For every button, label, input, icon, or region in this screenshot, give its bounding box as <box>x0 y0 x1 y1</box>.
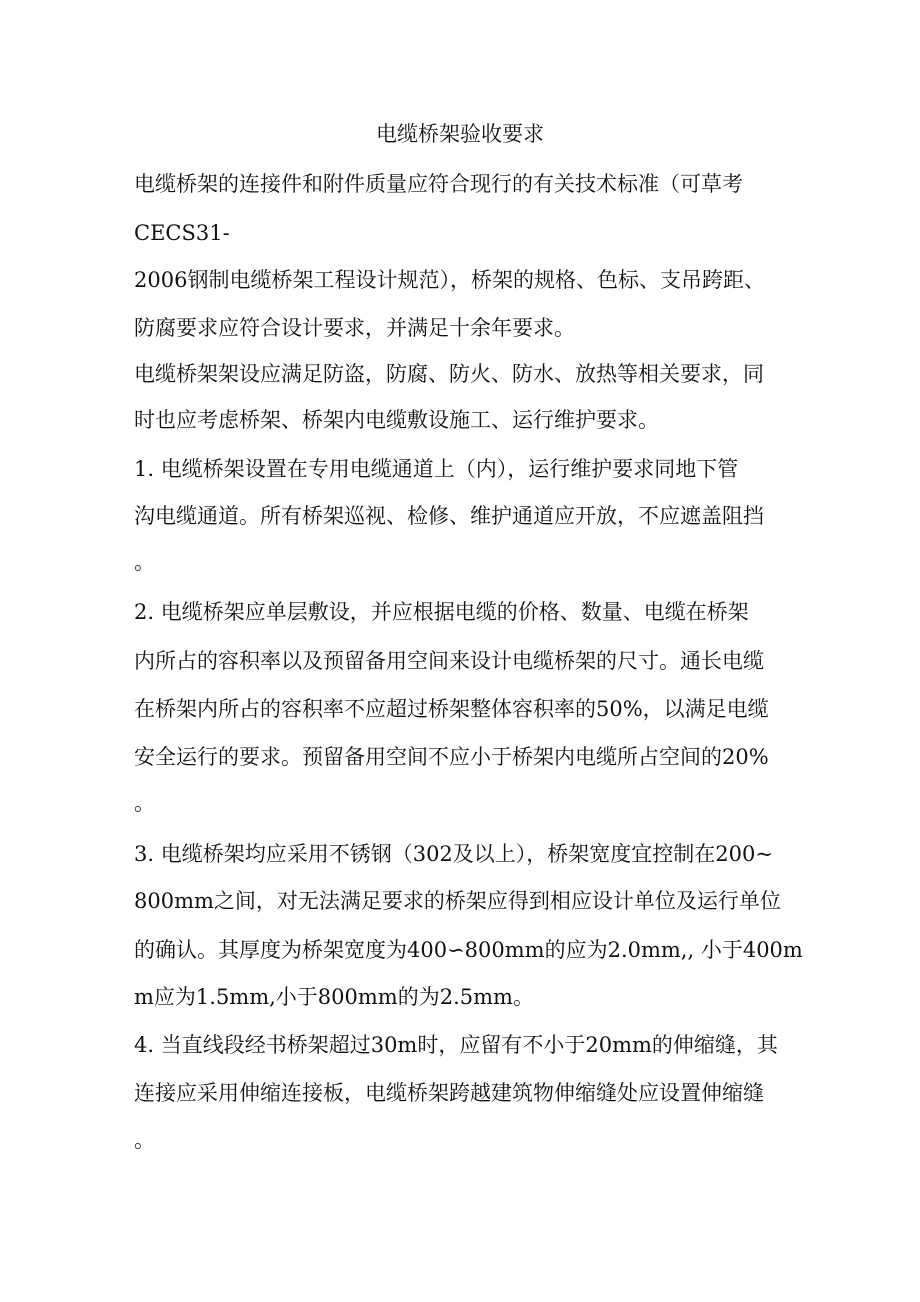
text-line: 2. 电缆桥架应单层敷设，并应根据电缆的价格、数量、电缆在桥架 <box>134 600 749 624</box>
text-line: 3. 电缆桥架均应采用不锈钢（302及以上），桥架宽度宜控制在200~ <box>134 842 773 866</box>
text-line: 时也应考虑桥架、桥架内电缆敷设施工、运行维护要求。 <box>134 408 659 432</box>
text-line: 4. 当直线段经书桥架超过30m时，应留有不小于20mm的伸缩缝，其 <box>134 1033 778 1057</box>
text-line: 。 <box>134 791 155 815</box>
text-line: 沟电缆通道。所有桥架巡视、检修、维护通道应开放，不应遮盖阻挡 <box>134 504 764 528</box>
text-line: 安全运行的要求。预留备用空间不应小于桥架内电缆所占空间的20% <box>134 745 769 769</box>
text-line: 的确认。其厚度为桥架宽度为400∽800mm的应为2.0mm,, 小于400m <box>134 938 803 962</box>
text-line: 内所占的容积率以及预留备用空间来设计电缆桥架的尺寸。通长电缆 <box>134 649 764 673</box>
text-line: 电缆桥架的连接件和附件质量应符合现行的有关技术标准（可草考 <box>134 172 743 196</box>
text-line: 在桥架内所占的容积率不应超过桥架整体容积率的50%，以满足电缆 <box>134 697 769 721</box>
document-title: 电缆桥架验收要求 <box>376 122 544 146</box>
text-line: 1. 电缆桥架设置在专用电缆通道上（内），运行维护要求同地下管 <box>134 457 739 481</box>
text-line: 。 <box>134 550 155 574</box>
text-line: 连接应采用伸缩连接板，电缆桥架跨越建筑物伸缩缝处应设置伸缩缝 <box>134 1081 764 1105</box>
text-line: m应为1.5mm,小于800mm的为2.5mm。 <box>134 985 534 1009</box>
text-line: CECS31- <box>134 221 230 245</box>
text-line: 800mm之间，对无法满足要求的桥架应得到相应设计单位及运行单位 <box>134 889 781 913</box>
text-line: 电缆桥架架设应满足防盗，防腐、防火、防水、放热等相关要求，同 <box>134 362 764 386</box>
text-line: 防腐要求应符合设计要求，并满足十余年要求。 <box>134 316 575 340</box>
text-line: 。 <box>134 1128 155 1152</box>
text-line: 2006钢制电缆桥架工程设计规范），桥架的规格、色标、支吊跨距、 <box>134 268 765 292</box>
